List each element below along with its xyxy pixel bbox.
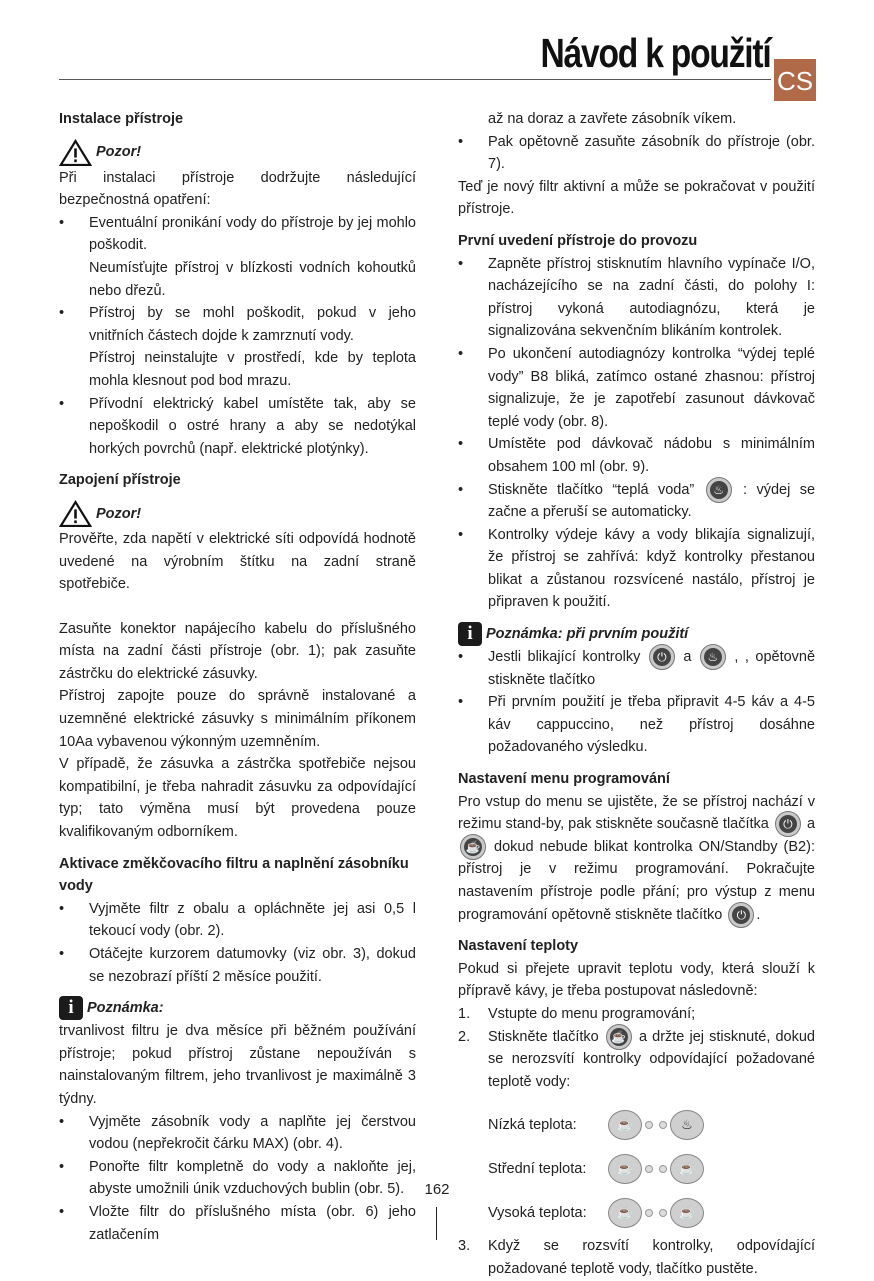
note-label: Poznámka: při prvním použití bbox=[486, 625, 689, 642]
list-item: • Přístroj by se mohl poškodit, pokud v jeho vnitřních částech dojde k zamrznutí vody. bbox=[59, 305, 416, 344]
heading-menu: Nastavení menu programování bbox=[458, 771, 670, 788]
indicator-light bbox=[645, 1121, 653, 1129]
paragraph: Při instalaci přístroje dodržujte následující bezpečnostná opatření: bbox=[59, 169, 416, 209]
header-rule bbox=[59, 79, 771, 80]
info-note bbox=[59, 996, 416, 1020]
power-icon: ⏻ bbox=[775, 811, 801, 837]
list-item-continued: Neumísťujte přístroj v blízkosti vodních kohoutků nebo dřezů. bbox=[89, 259, 416, 299]
warning-note bbox=[59, 500, 416, 528]
list-item: • Po ukončení autodiagnózy kontrolka “výdej teplé vody” B8 bliká, zatímco ostané zhasnou: přístroj signalizuje, že je zapotřebí zasunout dávkovač teplé vody (obr. 8). bbox=[458, 345, 815, 430]
heading-filter: Aktivace změkčovacího filtru a naplnění zásobníku vody bbox=[59, 855, 409, 895]
hot-water-icon: ♨ bbox=[700, 644, 726, 670]
temp-label: Střední teplota: bbox=[488, 1161, 587, 1178]
list-item: • Jestli blikající kontrolky ⏻ a ♨ , , opětovně stiskněte tlačítko bbox=[458, 646, 815, 691]
numbered-item: 3. Když se rozsvítí kontrolky, odpovídající požadované teplotě vody, tlačítko pustěte. bbox=[458, 1238, 815, 1277]
hot-water-icon: ♨ bbox=[706, 477, 732, 503]
note-label: Poznámka: bbox=[87, 999, 164, 1016]
paragraph: Zasuňte konektor napájecího kabelu do příslušného místa na zadní části přístroje (obr. 1); pak zasuňte zástrčku do elektrické zásuvky. bbox=[59, 620, 416, 682]
page-number: 162 bbox=[424, 1181, 450, 1198]
warning-triangle-icon bbox=[59, 500, 92, 528]
info-note bbox=[458, 622, 815, 646]
paragraph: Pokud si přejete upravit teplotu vody, která slouží k přípravě kávy, je třeba postupovat následovně: bbox=[458, 960, 815, 1000]
list-item: • Vložte filtr do příslušného místa (obr. 6) jeho zatlačením bbox=[59, 1203, 416, 1243]
list-item: • Kontrolky výdeje kávy a vody blikajía signalizují, že přístroj se zahřívá: když kontrolky přestanou blikat a zůstanou rozsvícené nastálo, přístroj je připraven k použití. bbox=[458, 526, 815, 611]
paragraph: V případě, že zásuvka a zástrčka spotřebiče nejsou kompatibilní, je třeba nahradit zásuvku za odpovídající typ; tato výměna musí být provedena pouze kvalifikovaným odborníkem. bbox=[59, 756, 416, 841]
cup-icon: ☕ bbox=[608, 1154, 642, 1184]
list-item: • Vyjměte zásobník vody a naplňte jej čerstvou vodou (nepřekročit čárku MAX) (obr. 4). bbox=[59, 1113, 416, 1153]
list-item: • Pak opětovně zasuňte zásobník do přístroje (obr. 7). bbox=[458, 133, 815, 173]
paragraph: Pro vstup do menu se ujistěte, že se přístroj nachází v režimu stand-by, pak stiskněte současně tlačítka ⏻ a ☕ dokud nebude blikat kontrolka ON/Standby (B2): přístroj je v režimu programování. Pokračujte nastavením přístroje podle přání; pro výstup z menu programování opětovně stiskněte tlačítko ⏻ . bbox=[458, 791, 815, 927]
list-item: • Zapněte přístroj stisknutím hlavního vypínače I/O, nacházejícího se na zadní části, do polohy I: přístroj vykoná autodiagnózu, která je signalizována sekvenčním blikáním kontrolek. bbox=[458, 255, 815, 340]
cup-icon: ☕ bbox=[460, 834, 486, 860]
warning-note bbox=[59, 139, 416, 167]
cup-icon: ☕ bbox=[606, 1024, 632, 1050]
footer-rule bbox=[436, 1207, 437, 1240]
numbered-item: 2. Stiskněte tlačítko ☕ a držte jej stisknuté, dokud se nerozsvítí kontrolky odpovídající požadované teplotě vody: bbox=[458, 1026, 815, 1094]
warning-label: Pozor! bbox=[96, 144, 142, 161]
info-icon: i bbox=[59, 996, 83, 1020]
cup-icon: ☕ bbox=[670, 1198, 704, 1228]
cup-icon: ☕ bbox=[670, 1154, 704, 1184]
language-badge: CS bbox=[774, 59, 816, 101]
paragraph: Prověřte, zda napětí v elektrické síti odpovídá hodnotě uvedené na výrobním štítku na zadní straně spotřebiče. bbox=[59, 530, 416, 593]
numbered-item: 1. Vstupte do menu programování; bbox=[458, 1005, 696, 1022]
heading-connection: Zapojení přístroje bbox=[59, 472, 181, 489]
indicator-light bbox=[645, 1165, 653, 1173]
list-item: • Při prvním použití je třeba připravit 4-5 káv a 4-5 káv cappuccino, než přístroj dosáhne požadovaného výsledku. bbox=[458, 694, 815, 756]
list-item-continued: Přístroj neinstalujte v prostředí, kde by teplota mohla klesnout pod bod mrazu. bbox=[89, 350, 416, 389]
list-item: • Otáčejte kurzorem datumovky (viz obr. 3), dokud se nezobrazí příští 2 měsíce použití. bbox=[59, 946, 416, 985]
power-icon: ⏻ bbox=[728, 902, 754, 928]
cup-icon: ☕ bbox=[608, 1110, 642, 1140]
temp-label: Vysoká teplota: bbox=[488, 1205, 587, 1222]
temp-row-low bbox=[488, 1103, 815, 1147]
heading-installation: Instalace přístroje bbox=[59, 111, 184, 127]
temp-label: Nízká teplota: bbox=[488, 1117, 577, 1134]
paragraph: Teď je nový filtr aktivní a může se pokračovat v použití přístroje. bbox=[458, 178, 815, 218]
list-item: • Umístěte pod dávkovač nádobu s minimálním obsahem 100 ml (obr. 9). bbox=[458, 436, 815, 475]
power-icon: ⏻ bbox=[649, 644, 675, 670]
indicator-light bbox=[659, 1121, 667, 1129]
list-item: • Stiskněte tlačítko “teplá voda” ♨ : výdej se začne a přeruší se automaticky. bbox=[458, 479, 815, 524]
left-column bbox=[59, 108, 416, 1246]
warning-label: Pozor! bbox=[96, 505, 142, 522]
list-item-continued: až na doraz a zavřete zásobník víkem. bbox=[488, 111, 737, 127]
info-icon: i bbox=[458, 622, 482, 646]
list-item: • Vyjměte filtr z obalu a opláchněte jej asi 0,5 l tekoucí vody (obr. 2). bbox=[59, 900, 416, 940]
list-item: • Přívodní elektrický kabel umístěte tak, aby se nepoškodil o ostré hrany a aby se nedotýkal horkých povrchů (např. elektrické plotýnky). bbox=[59, 395, 416, 457]
page-title: Návod k použití bbox=[540, 30, 770, 76]
paragraph: Přístroj zapojte pouze do správně instalované a uzemněné elektrické zásuvky s minimálním příkonem 10Aa vybavenou výkonným uzemněním. bbox=[59, 688, 416, 750]
indicator-light bbox=[659, 1209, 667, 1217]
hot-water-icon: ♨ bbox=[670, 1110, 704, 1140]
right-column bbox=[458, 108, 815, 1281]
heading-first-use: První uvedení přístroje do provozu bbox=[458, 232, 698, 249]
warning-triangle-icon bbox=[59, 139, 92, 167]
list-item: • Ponořte filtr kompletně do vody a nakloňte jej, abyste umožnili únik vzduchových bublin (obr. 5). bbox=[59, 1158, 416, 1198]
cup-icon: ☕ bbox=[608, 1198, 642, 1228]
list-item: • Eventuální pronikání vody do přístroje by jej mohlo poškodit. bbox=[59, 214, 416, 254]
paragraph: trvanlivost filtru je dva měsíce při běžném používání přístroje; pokud přístroj zůstane nepoužíván s nainstalovaným filtrem, jeho trvanlivost je maximálně 3 týdny. bbox=[59, 1023, 416, 1107]
indicator-light bbox=[659, 1165, 667, 1173]
heading-temperature: Nastavení teploty bbox=[458, 938, 579, 955]
indicator-light bbox=[645, 1209, 653, 1217]
